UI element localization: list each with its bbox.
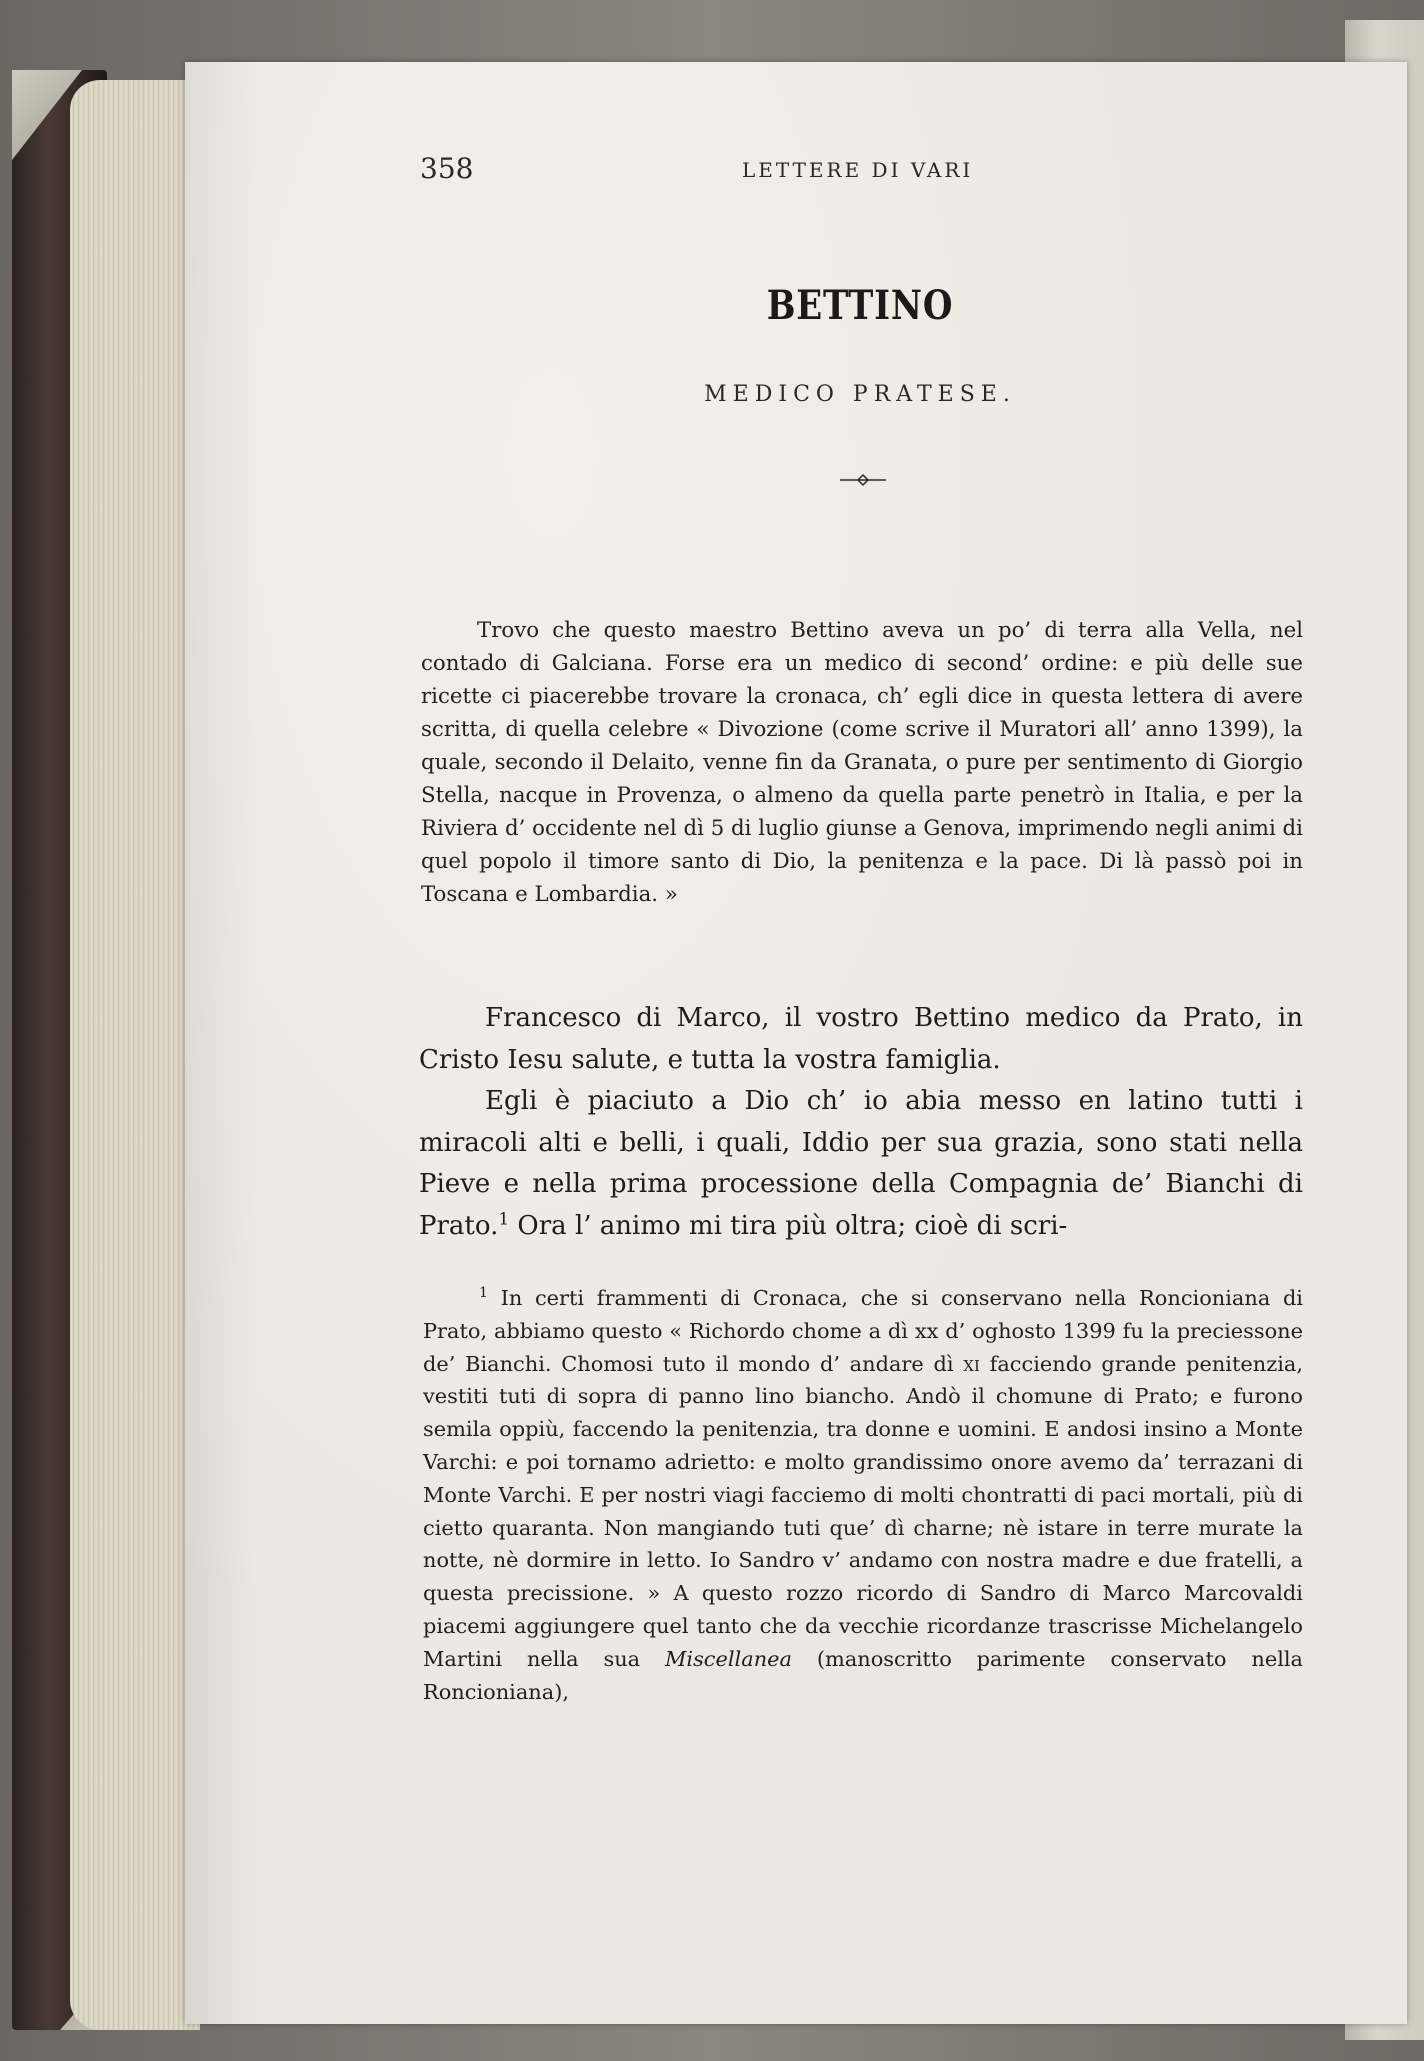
footnote-mark: 1 (479, 1285, 488, 1302)
letter-text-b: Ora l’ animo mi tira più oltra; cioè di scri- (509, 1210, 1068, 1241)
footnote-roman-numeral: xi (963, 1351, 980, 1376)
letter-body (419, 998, 1303, 1247)
letter-salutation: Francesco di Marco, il vostro Bettino medico da Prato, in Cristo Iesu salute, e tutta la vostra famiglia. (419, 1003, 1303, 1075)
intro-paragraph: Trovo che questo maestro Bettino aveva un po’ di terra alla Vella, nel contado di Galciana. Forse era un medico di second’ ordine: e più delle sue ricette ci piacerebbe trovare la cronaca, ch’ egli dice in questa lettera di avere scritta, di quella celebre « Divozione (come scrive il Muratori all’ anno 1399), la quale, secondo il Delaito, venne fin da Granata, o pure per sentimento di Giorgio Stella, nacque in Provenza, o almeno da quella parte penetrò in Italia, e per la Riviera d’ occidente nel dì 5 di luglio giunse a Genova, imprimendo negli animi di quel popolo il timore santo di Dio, la penitenza e la pace. Di là passò poi in Toscana e Lombardia. » (421, 618, 1303, 907)
ornament-divider-icon (838, 470, 888, 490)
running-head: LETTERE DI VARI (742, 158, 974, 182)
page-block-edges (70, 80, 200, 2030)
footnote-reference: 1 (498, 1208, 510, 1229)
letter-paragraph (419, 1081, 1303, 1247)
letter-text-a: Egli è piaciuto a Dio ch’ io abia messo en latino tutti i miracoli alti e belli, i quali, Iddio per sua grazia, sono stati nella Pieve e nella prima processione della Compagnia de’ Bianchi di Prato. (419, 1086, 1303, 1241)
section-title: BETTINO (766, 282, 954, 329)
footnote-text-b: facciendo grande penitenzia, vestiti tuti di sopra di panno lino biancho. Andò il chomune di Prato; e furono semila oppiù, faccendo la penitenzia, tra donne e uomini. E andosi insino a Monte Varchi: e poi tornamo adrietto: e molto grandissimo onore avemo da’ terrazani di Monte Varchi. E per nostri viagi facciemo di molti chontratti di paci mortali, più di cietto quaranta. Non mangiando tuti que’ dì charne; nè istare in terre murate la notte, nè dormire in letto. Io Sandro v’ andamo con nostra madre e due fratelli, a questa precissione. » A questo rozzo ricordo di Sandro di Marco Marcovaldi piacemi aggiungere quel tanto che da vecchie ricordanze trascrisse Michelangelo Martini nella sua (423, 1351, 1303, 1671)
footnote-text-a: In certi frammenti di Cronaca, che si conservano nella Roncioniana di Prato, abbiamo questo « Richordo chome a dì xx d’ oghosto 1399 fu la preciessone de’ Bianchi. Chomosi tuto il mondo d’ andare dì (423, 1286, 1303, 1376)
footnote-italic-title: Miscellanea (665, 1646, 792, 1671)
page-header (420, 152, 1300, 192)
footnote-text-c: (manoscritto parimente conservato nella Roncioniana), (423, 1646, 1304, 1704)
section-subtitle: MEDICO PRATESE. (704, 382, 1016, 407)
page-number: 358 (420, 152, 474, 185)
footnote (423, 1282, 1303, 1708)
